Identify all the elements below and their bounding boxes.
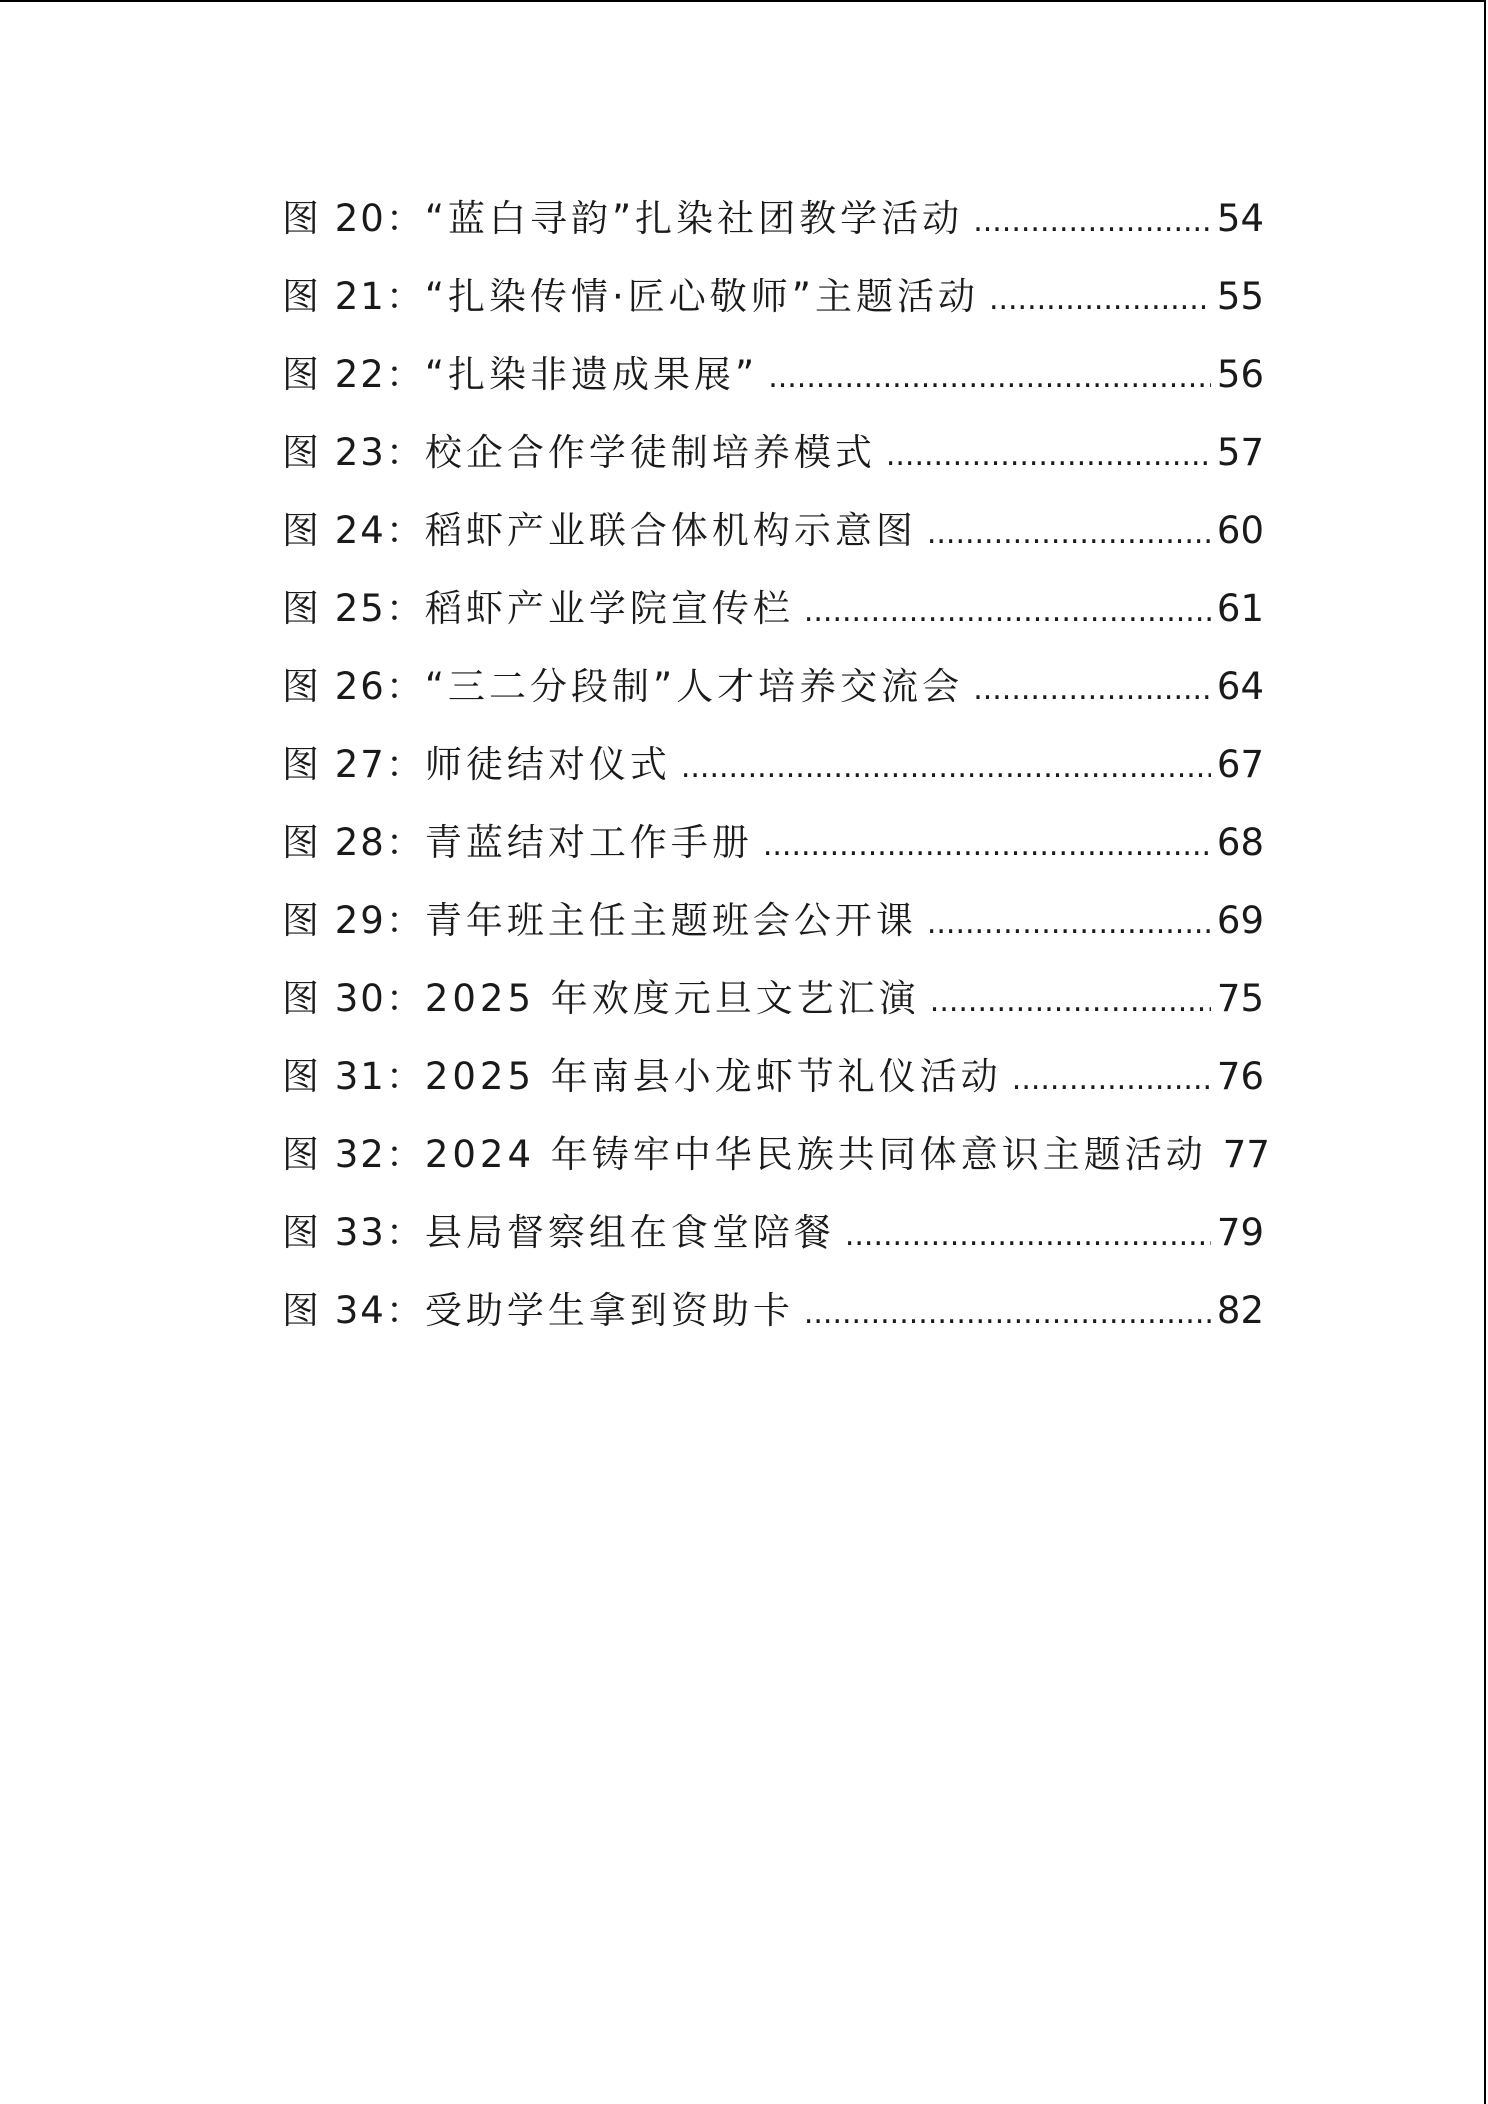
dot-leader xyxy=(681,737,1211,799)
page-number: 54 xyxy=(1216,197,1264,240)
figure-number: 图 34： xyxy=(282,1289,425,1332)
figure-number: 图 30： xyxy=(282,977,425,1020)
toc-entry[interactable] xyxy=(282,188,1264,266)
page-number: 75 xyxy=(1216,977,1264,1020)
figure-title: 2024 年铸牢中华民族共同体意识主题活动 xyxy=(424,1133,1207,1176)
toc-entry[interactable] xyxy=(282,500,1264,578)
page-number: 64 xyxy=(1216,665,1264,708)
page-number: 60 xyxy=(1216,509,1264,552)
figure-number: 图 23： xyxy=(282,431,425,474)
figure-number: 图 33： xyxy=(282,1211,425,1254)
figure-title: 师徒结对仪式 xyxy=(424,743,671,786)
figure-number: 图 27： xyxy=(282,743,425,786)
toc-entry[interactable] xyxy=(282,1202,1264,1280)
dot-leader xyxy=(930,971,1211,1033)
toc-entry[interactable] xyxy=(282,1046,1264,1124)
toc-entry[interactable] xyxy=(282,968,1264,1046)
figure-number: 图 32： xyxy=(282,1133,425,1176)
dot-leader xyxy=(804,581,1211,643)
dot-leader xyxy=(804,1283,1211,1345)
figure-title: 2025 年欢度元旦文艺汇演 xyxy=(424,977,920,1020)
page-number: 82 xyxy=(1216,1289,1264,1332)
figure-number: 图 20： xyxy=(282,197,425,240)
toc-entry[interactable] xyxy=(282,812,1264,890)
page-number: 61 xyxy=(1216,587,1264,630)
figure-title: 青蓝结对工作手册 xyxy=(424,821,753,864)
page-number: 79 xyxy=(1216,1211,1264,1254)
toc-entry[interactable] xyxy=(282,1280,1264,1358)
dot-leader xyxy=(973,659,1211,721)
page-number: 57 xyxy=(1216,431,1264,474)
figure-number: 图 29： xyxy=(282,899,425,942)
figure-title: 县局督察组在食堂陪餐 xyxy=(424,1211,835,1254)
page-number: 55 xyxy=(1216,275,1264,318)
figure-number: 图 31： xyxy=(282,1055,425,1098)
dot-leader xyxy=(768,347,1211,409)
figure-number: 图 21： xyxy=(282,275,425,318)
figure-title: “扎染非遗成果展” xyxy=(424,353,759,396)
figure-title: 稻虾产业学院宣传栏 xyxy=(424,587,794,630)
toc-entry[interactable] xyxy=(282,890,1264,968)
figure-title: 稻虾产业联合体机构示意图 xyxy=(424,509,917,552)
toc-entry[interactable] xyxy=(282,266,1264,344)
dot-leader xyxy=(989,269,1211,331)
figure-list xyxy=(282,188,1270,1358)
toc-entry[interactable] xyxy=(282,656,1264,734)
page-number: 56 xyxy=(1216,353,1264,396)
figure-title: 2025 年南县小龙虾节礼仪活动 xyxy=(424,1055,1002,1098)
dot-leader xyxy=(973,191,1211,253)
figure-title: “三二分段制”人才培养交流会 xyxy=(424,665,964,708)
figure-title: 校企合作学徒制培养模式 xyxy=(424,431,876,474)
page-number: 69 xyxy=(1216,899,1264,942)
figure-number: 图 24： xyxy=(282,509,425,552)
dot-leader xyxy=(886,425,1211,487)
figure-number: 图 25： xyxy=(282,587,425,630)
dot-leader xyxy=(763,815,1211,877)
page-number: 68 xyxy=(1216,821,1264,864)
toc-entry[interactable] xyxy=(282,734,1264,812)
dot-leader xyxy=(927,893,1211,955)
page-number: 77 xyxy=(1222,1133,1270,1176)
dot-leader xyxy=(845,1205,1211,1267)
page-number: 76 xyxy=(1216,1055,1264,1098)
figure-number: 图 28： xyxy=(282,821,425,864)
figure-title: “蓝白寻韵”扎染社团教学活动 xyxy=(424,197,964,240)
toc-entry[interactable] xyxy=(282,1124,1270,1202)
toc-entry[interactable] xyxy=(282,344,1264,422)
figure-title: 受助学生拿到资助卡 xyxy=(424,1289,794,1332)
figure-title: “扎染传情·匠心敬师”主题活动 xyxy=(424,275,979,318)
dot-leader xyxy=(1012,1049,1211,1111)
figure-number: 图 22： xyxy=(282,353,425,396)
figure-number: 图 26： xyxy=(282,665,425,708)
figure-title: 青年班主任主题班会公开课 xyxy=(424,899,917,942)
toc-entry[interactable] xyxy=(282,578,1264,656)
dot-leader xyxy=(927,503,1211,565)
page-number: 67 xyxy=(1216,743,1264,786)
toc-entry[interactable] xyxy=(282,422,1264,500)
